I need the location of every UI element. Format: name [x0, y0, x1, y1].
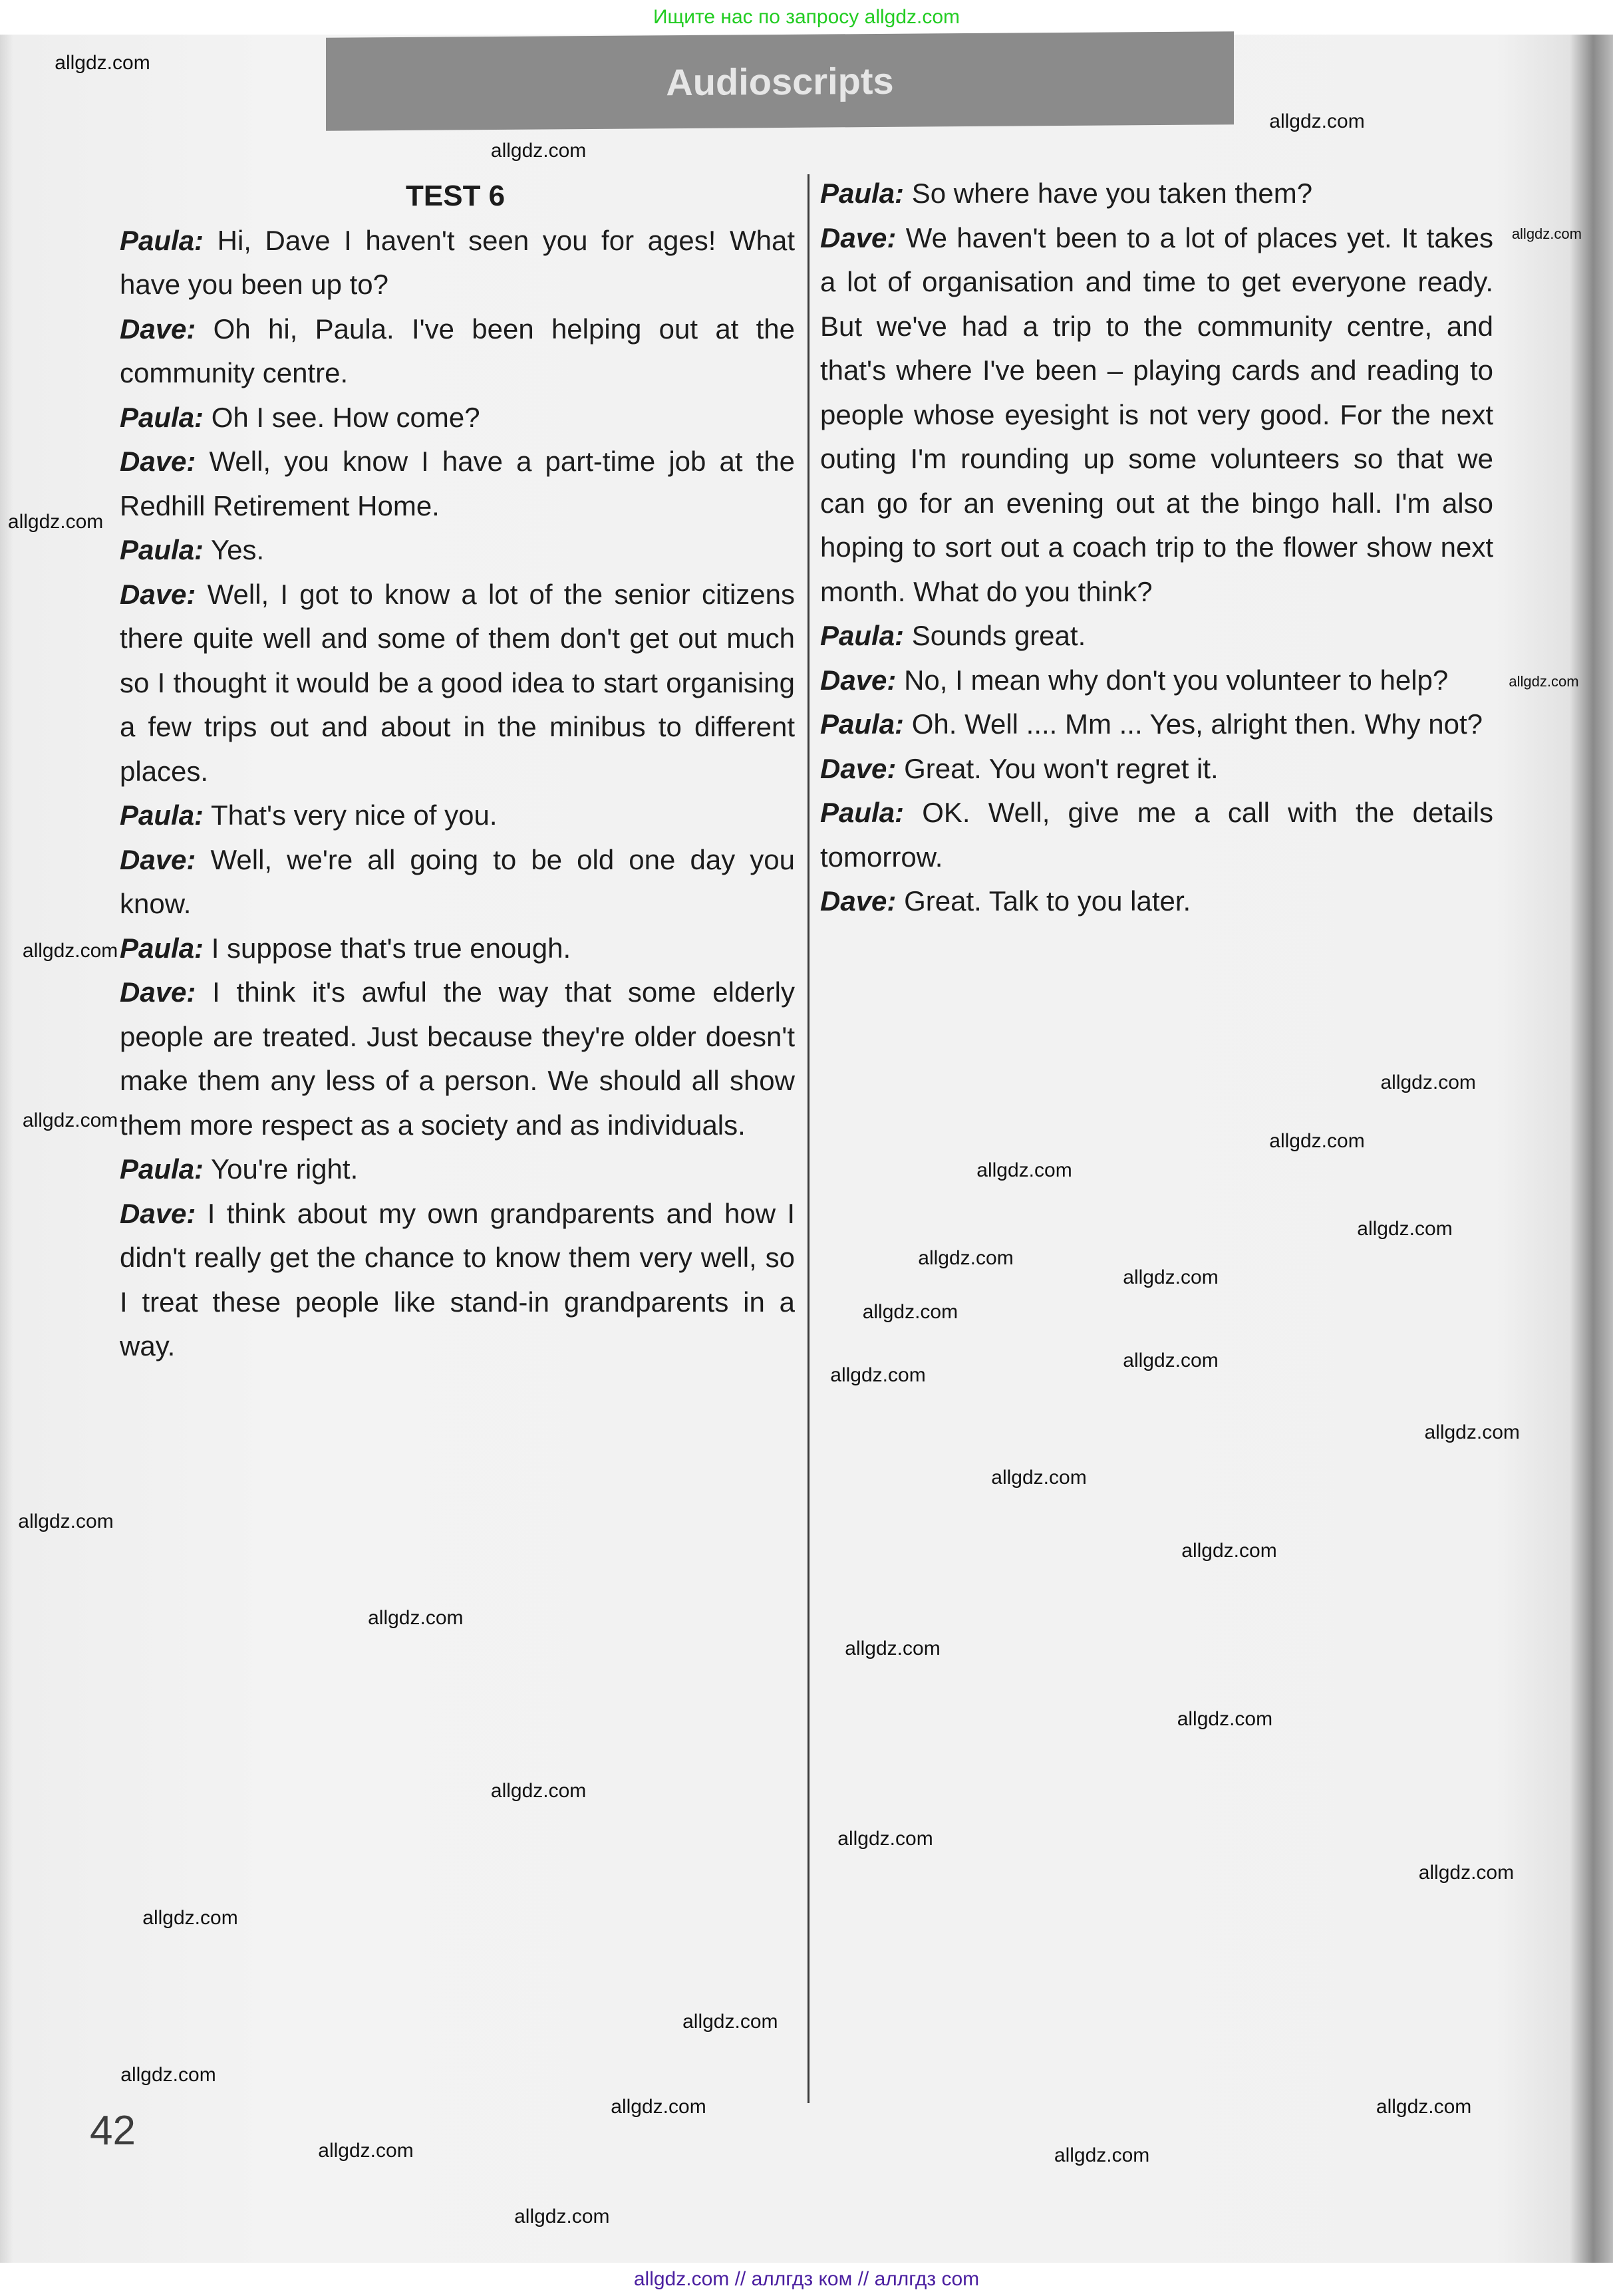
dialogue-line	[120, 219, 795, 307]
speaker-name: Paula:	[120, 401, 204, 433]
page-number: 42	[90, 2108, 136, 2154]
dialogue-line	[820, 791, 1493, 879]
watermark: allgdz.com	[368, 1607, 464, 1630]
dialogue-text: Oh. Well .... Mm ... Yes, alright then. Why not?	[904, 708, 1483, 740]
dialogue-line	[120, 838, 795, 927]
promo-text: Ищите нас по запросу allgdz.com	[653, 6, 960, 28]
speaker-name: Dave:	[120, 313, 196, 345]
dialogue-line	[820, 614, 1493, 658]
dialogue-text: You're right.	[204, 1153, 359, 1185]
dialogue-text: No, I mean why don't you volunteer to help?	[896, 664, 1449, 696]
watermark: allgdz.com	[18, 1510, 114, 1532]
watermark: allgdz.com	[1380, 1072, 1476, 1093]
dialogue-text: Sounds great.	[904, 620, 1086, 651]
watermark: allgdz.com	[1511, 225, 1582, 242]
watermark: allgdz.com	[55, 51, 150, 74]
watermark: allgdz.com	[318, 2140, 414, 2162]
left-column	[120, 174, 795, 1369]
dialogue-text: I think about my own grandparents and how I didn't really get the chance to know them very well, so I treat these people like stand-in grandparents in a way.	[120, 1197, 795, 1362]
dialogue-line	[120, 396, 795, 440]
speaker-name: Dave:	[120, 976, 196, 1008]
dialogue-line	[820, 172, 1493, 216]
speaker-name: Dave:	[820, 885, 897, 917]
watermark: allgdz.com	[120, 2063, 216, 2086]
watermark: allgdz.com	[514, 2206, 610, 2227]
dialogue-line	[120, 307, 795, 396]
speaker-name: Paula:	[120, 799, 204, 831]
watermark: allgdz.com	[490, 139, 587, 162]
watermark: allgdz.com	[1269, 110, 1365, 132]
watermark: allgdz.com	[976, 1159, 1072, 1181]
watermark: allgdz.com	[682, 2011, 778, 2033]
dialogue-text: Yes.	[204, 534, 265, 565]
dialogue-text: Hi, Dave I haven't seen you for ages! What have you been up to?	[120, 224, 795, 300]
top-promo-bar	[0, 0, 1613, 35]
dialogue-line	[120, 573, 795, 794]
watermark: allgdz.com	[22, 1109, 118, 1132]
speaker-name: Paula:	[120, 932, 204, 964]
dialogue-line	[820, 658, 1493, 703]
speaker-name: Dave:	[120, 1197, 196, 1229]
dialogue-text: We haven't been to a lot of places yet. It takes a lot of organisation and time to get everyone ready. But we've had a trip to the community centre, and that's where I've been – playing cards and reading to people whose eyesight is not very good. For the next outing I'm rounding up some volunteers so that we can go for an evening out at the bingo hall. I'm also hoping to sort out a coach trip to the flower show next month. What do you think?	[820, 221, 1493, 607]
dialogue-line	[120, 970, 795, 1147]
speaker-name: Dave:	[820, 221, 897, 253]
column-divider	[807, 174, 809, 2103]
speaker-name: Dave:	[820, 664, 897, 696]
dialogue-text: Well, you know I have a part-time job at the Redhill Retirement Home.	[120, 446, 795, 521]
watermark: allgdz.com	[142, 1907, 238, 1930]
dialogue-line	[120, 927, 795, 971]
dialogue-text: Great. You won't regret it.	[896, 752, 1219, 784]
speaker-name: Paula:	[820, 708, 905, 740]
watermark: allgdz.com	[1509, 673, 1579, 690]
watermark: allgdz.com	[1054, 2144, 1150, 2166]
bottom-promo-bar	[0, 2263, 1613, 2296]
watermark: allgdz.com	[1181, 1540, 1277, 1562]
watermark: allgdz.com	[22, 940, 118, 962]
dialogue-text: Great. Talk to you later.	[896, 885, 1191, 917]
promo-links: allgdz.com // аллгдз ком // аллгдз com	[633, 2268, 980, 2290]
watermark: allgdz.com	[830, 1364, 926, 1386]
speaker-name: Paula:	[120, 224, 204, 256]
watermark: allgdz.com	[845, 1638, 941, 1660]
watermark: allgdz.com	[1418, 1862, 1515, 1884]
dialogue-text: Oh hi, Paula. I've been helping out at the community centre.	[120, 313, 795, 388]
dialogue-line	[120, 440, 795, 528]
speaker-name: Paula:	[120, 1153, 204, 1185]
watermark: allgdz.com	[490, 1779, 587, 1802]
speaker-name: Dave:	[120, 843, 196, 875]
watermark: allgdz.com	[1269, 1130, 1365, 1152]
section-header	[326, 31, 1234, 131]
speaker-name: Paula:	[120, 534, 204, 565]
watermark: allgdz.com	[918, 1247, 1014, 1269]
watermark: allgdz.com	[837, 1828, 933, 1850]
watermark: allgdz.com	[1357, 1218, 1453, 1240]
dialogue-text: Well, we're all going to be old one day you know.	[120, 843, 795, 919]
dialogue-text: I suppose that's true enough.	[204, 932, 571, 964]
section-title: Audioscripts	[666, 59, 894, 104]
dialogue-line	[820, 879, 1493, 924]
dialogue-line	[120, 1147, 795, 1192]
dialogue-line	[120, 793, 795, 838]
dialogue-text: Oh I see. How come?	[204, 401, 480, 433]
dialogue-text: OK. Well, give me a call with the details tomorrow.	[820, 797, 1493, 873]
speaker-name: Dave:	[120, 578, 196, 610]
right-column	[820, 172, 1493, 924]
dialogue-line	[120, 528, 795, 573]
speaker-name: Paula:	[820, 620, 905, 651]
watermark: allgdz.com	[1376, 2096, 1472, 2118]
dialogue-text: Well, I got to know a lot of the senior citizens there quite well and some of them don't get out much so I thought it would be a good idea to start organising a few trips out and about in the minibus to different places.	[120, 578, 795, 787]
speaker-name: Dave:	[120, 446, 196, 477]
dialogue-line	[820, 216, 1493, 615]
dialogue-line	[120, 1192, 795, 1369]
watermark: allgdz.com	[1123, 1350, 1219, 1371]
speaker-name: Paula:	[820, 178, 905, 209]
test-heading: TEST 6	[406, 180, 506, 212]
dialogue-text: That's very nice of you.	[204, 799, 498, 831]
speaker-name: Paula:	[820, 797, 905, 828]
watermark: allgdz.com	[1424, 1421, 1520, 1443]
watermark: allgdz.com	[7, 511, 104, 533]
watermark: allgdz.com	[1123, 1266, 1219, 1288]
watermark: allgdz.com	[991, 1467, 1087, 1489]
dialogue-line	[820, 702, 1493, 747]
dialogue-line	[820, 747, 1493, 791]
watermark: allgdz.com	[1177, 1708, 1273, 1730]
watermark: allgdz.com	[611, 2096, 706, 2118]
dialogue-text: I think it's awful the way that some elderly people are treated. Just because they're older doesn't make them any less of a person. We should all show them more respect as a society and as individuals.	[120, 976, 795, 1141]
watermark: allgdz.com	[862, 1301, 958, 1324]
dialogue-text: So where have you taken them?	[904, 178, 1313, 209]
speaker-name: Dave:	[820, 752, 897, 784]
